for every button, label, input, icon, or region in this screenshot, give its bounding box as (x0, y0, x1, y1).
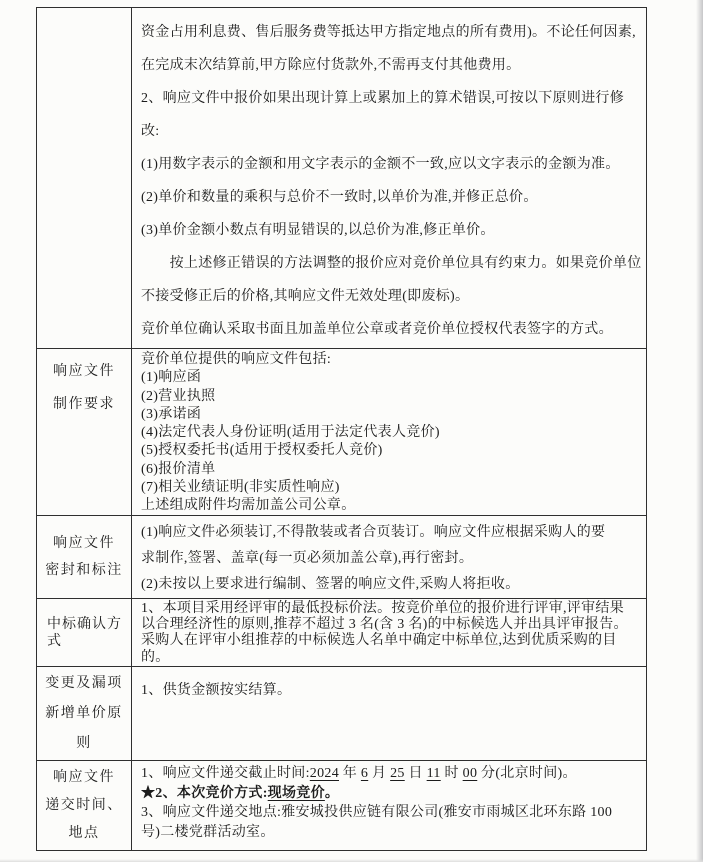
text-line: (4)法定代表人身份证明(适用于法定代表人竞价) (141, 425, 440, 441)
text-line: 号)二楼党群活动室。 (141, 824, 275, 840)
underlined-value: 11 (426, 766, 441, 781)
table-row-document-preparation (37, 349, 646, 516)
text-line: 式 (47, 633, 62, 649)
text-line: 响应文件 (53, 536, 115, 551)
text-line: 2、响应文件中报价如果出现计算上或累加上的算术错误,可按以下原则进行修 (141, 91, 624, 106)
text-line: 响应文件 (53, 769, 115, 785)
table-row-payment-terms (37, 8, 646, 349)
text-segment: 日 (404, 766, 427, 781)
row-header-cell (37, 761, 132, 850)
table-row-change-omission (37, 667, 646, 761)
underlined-value: 00 (462, 766, 478, 781)
text-line (141, 784, 641, 804)
bidding-terms-table (36, 7, 647, 851)
row-content-cell (132, 761, 646, 850)
text-line: 新增单价原 (45, 705, 123, 721)
text-line (141, 764, 641, 784)
text-line: 按上述修正错误的方法调整的报价应对竞价单位具有约束力。如果竞价单位 (141, 256, 642, 271)
underlined-value: 2024 (309, 766, 339, 781)
underlined-value: 25 (390, 766, 405, 781)
text-line: 密封和标注 (45, 563, 123, 578)
text-line: (2)营业执照 (141, 388, 216, 404)
row-header-cell (37, 516, 132, 598)
text-line: 在完成末次结算前,甲方除应付货款外,不需再支付其他费用。 (141, 58, 521, 73)
row-content-cell (132, 599, 646, 666)
text-line: (6)报价清单 (141, 461, 216, 477)
text-line: 竞价单位提供的响应文件包括: (141, 352, 332, 367)
text-line: (5)授权委托书(适用于授权委托人竞价) (141, 443, 383, 459)
row-header-cell (37, 8, 132, 348)
page-edge-shadow (696, 0, 703, 862)
row-content-cell (132, 349, 646, 515)
text-line: (3)单价金额小数点有明显错误的,以总价为准,修正单价。 (141, 223, 495, 238)
text-line: 制作要求 (53, 397, 115, 412)
text-line: (1)响应函 (141, 370, 202, 386)
text-segment: 时 (440, 766, 463, 781)
table-row-document-sealing (37, 516, 646, 599)
row-content-cell (132, 8, 646, 348)
text-line: 求制作,签署、盖章(每一页必须加盖公章),再行密封。 (141, 551, 474, 566)
text-segment: ★2、本次竞价方式: (141, 785, 268, 801)
underlined-value: 现场竞价 (267, 785, 325, 801)
text-line: (1)响应文件必须装订,不得散装或者合页装订。响应文件应根据采购人的要 (141, 525, 606, 540)
text-line: 采购人在评审小组推荐的中标候选人名单中确定中标单位,达到优质采购的目 (141, 633, 617, 649)
text-line: 递交时间、 (45, 797, 123, 813)
text-line: 以合理经济性的原则,推荐不超过 3 名(含 3 名)的中标候选人并出具评审报告。 (141, 617, 628, 633)
text-line: 变更及漏项 (45, 675, 123, 691)
row-header-cell (37, 599, 132, 666)
text-line: 上述组成附件均需加盖公司公章。 (141, 498, 356, 514)
row-header-cell (37, 349, 132, 515)
row-content-cell (132, 667, 646, 760)
text-line: (2)单价和数量的乘积与总价不一致时,以单价为准,并修正总价。 (141, 190, 538, 205)
row-content-cell (132, 516, 646, 598)
row-header-cell (37, 667, 132, 760)
text-line: 不接受修正后的价格,其响应文件无效处理(即废标)。 (141, 289, 470, 304)
text-line: 的。 (141, 649, 170, 665)
text-line: 响应文件 (53, 364, 115, 379)
text-line: 3、响应文件递交地点:雅安城投供应链有限公司(雅安市雨城区北环东路 100 (141, 805, 613, 820)
text-segment: 1、响应文件递交截止时间: (141, 766, 310, 781)
text-line: 竞价单位确认采取书面且加盖单位公章或者竞价单位授权代表签字的方式。 (141, 322, 613, 337)
text-line: 1、本项目采用经评审的最低投标价法。按竞价单位的报价进行评审,评审结果 (141, 601, 624, 616)
text-segment: 分(北京时间)。 (477, 766, 577, 781)
underlined-value: 6 (360, 766, 369, 781)
text-segment: 月 (368, 766, 391, 781)
text-line: (2)未按以上要求进行编制、签署的响应文件,采购人将拒收。 (141, 577, 520, 592)
text-segment: 。 (324, 785, 340, 801)
table-row-award-confirmation (37, 599, 646, 667)
text-line: 改: (141, 124, 160, 139)
text-line: 1、供货金额按实结算。 (141, 683, 292, 698)
table-row-submission-time (37, 761, 646, 850)
text-line: 则 (76, 735, 92, 751)
text-line: (1)用数字表示的金额和用文字表示的金额不一致,应以文字表示的金额为准。 (141, 157, 620, 172)
text-line: 中标确认方 (47, 616, 122, 632)
text-line: (3)承诺函 (141, 406, 202, 422)
text-line: 地点 (68, 825, 100, 841)
text-line: (7)相关业绩证明(非实质性响应) (141, 480, 340, 496)
text-line: 资金占用利息费、售后服务费等抵达甲方指定地点的所有费用)。不论任何因素, (141, 25, 636, 40)
text-segment: 年 (339, 766, 361, 781)
